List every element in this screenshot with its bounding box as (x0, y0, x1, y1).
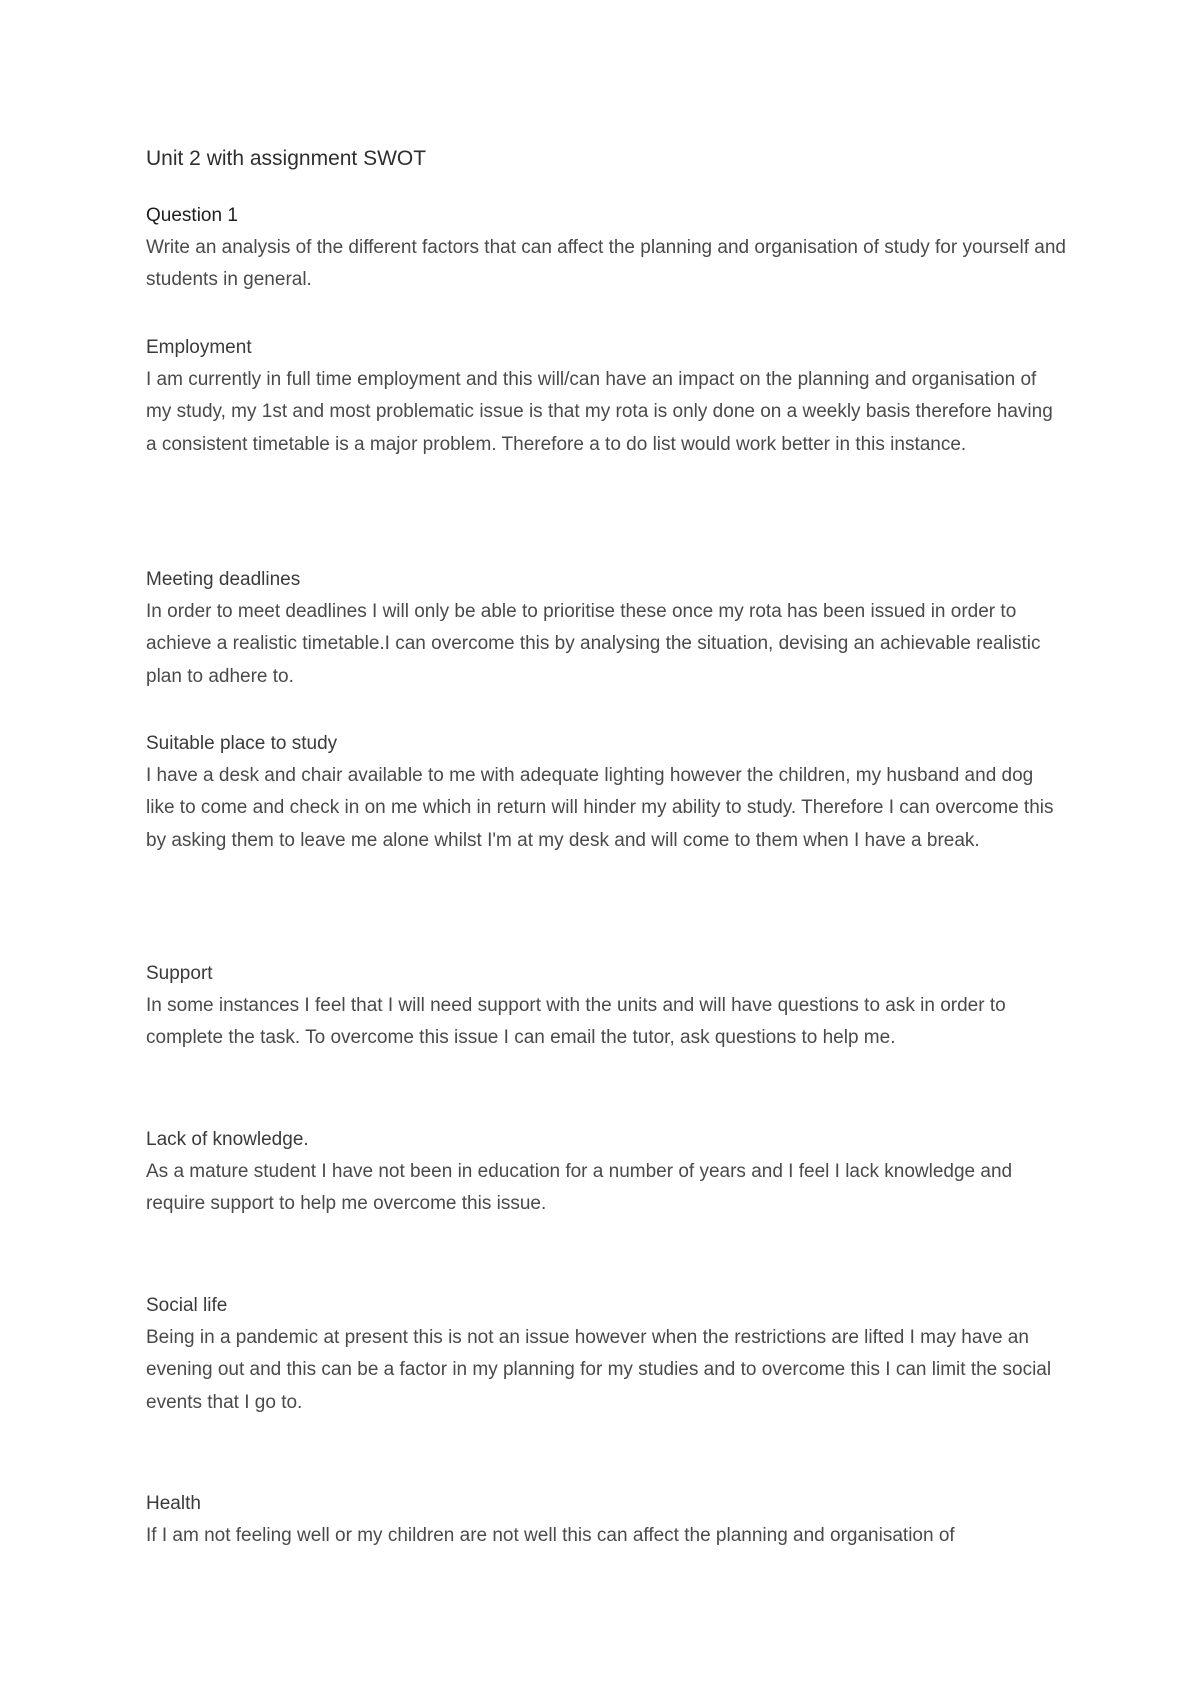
section-body: I am currently in full time employment and this will/can have an impact on the planning and organisation of my study, my 1st and most problematic issue is that my rota is only done on a weekly basis therefore having a consistent timetable is a major problem. Therefore a to do list would work better in this instance. (146, 369, 1053, 455)
section-health (146, 1488, 1066, 1552)
question-text: Write an analysis of the different factors that can affect the planning and organisation of study for yourself and students in general. (146, 237, 1066, 291)
question-heading: Question 1 (146, 205, 238, 226)
section-body: Being in a pandemic at present this is not an issue however when the restrictions are lifted I may have an evening out and this can be a factor in my planning for my studies and to overcome this I can limit the social events that I go to. (146, 1327, 1052, 1413)
section-employment (146, 332, 1066, 461)
section-body: If I am not feeling well or my children are not well this can affect the planning and organisation of (146, 1525, 955, 1546)
document-title: Unit 2 with assignment SWOT (146, 147, 427, 170)
section-lack-of-knowledge (146, 1124, 1066, 1221)
section-meeting-deadlines (146, 564, 1066, 693)
section-body: In order to meet deadlines I will only be able to prioritise these once my rota has been issued in order to achieve a realistic timetable.I can overcome this by analysing the situation, devising an achievable realistic plan to adhere to. (146, 601, 1041, 687)
section-suitable-place-to-study (146, 728, 1066, 857)
question-block (146, 200, 1066, 297)
section-social-life (146, 1290, 1066, 1419)
section-heading: Lack of knowledge. (146, 1129, 309, 1150)
section-heading: Health (146, 1493, 201, 1514)
section-support (146, 958, 1066, 1055)
section-body: I have a desk and chair available to me with adequate lighting however the children, my husband and dog like to come and check in on me which in return will hinder my ability to study. Therefore I can overcome this by asking them to leave me alone whilst I'm at my desk and will come to them when I have a break. (146, 765, 1054, 851)
section-heading: Meeting deadlines (146, 569, 301, 590)
section-body: In some instances I feel that I will need support with the units and will have questions to ask in order to complete the task. To overcome this issue I can email the tutor, ask questions to help me. (146, 995, 1006, 1049)
section-heading: Support (146, 963, 213, 984)
section-heading: Employment (146, 337, 252, 358)
section-body: As a mature student I have not been in education for a number of years and I feel I lack knowledge and require support to help me overcome this issue. (146, 1161, 1013, 1215)
section-heading: Social life (146, 1295, 228, 1316)
section-heading: Suitable place to study (146, 733, 338, 754)
